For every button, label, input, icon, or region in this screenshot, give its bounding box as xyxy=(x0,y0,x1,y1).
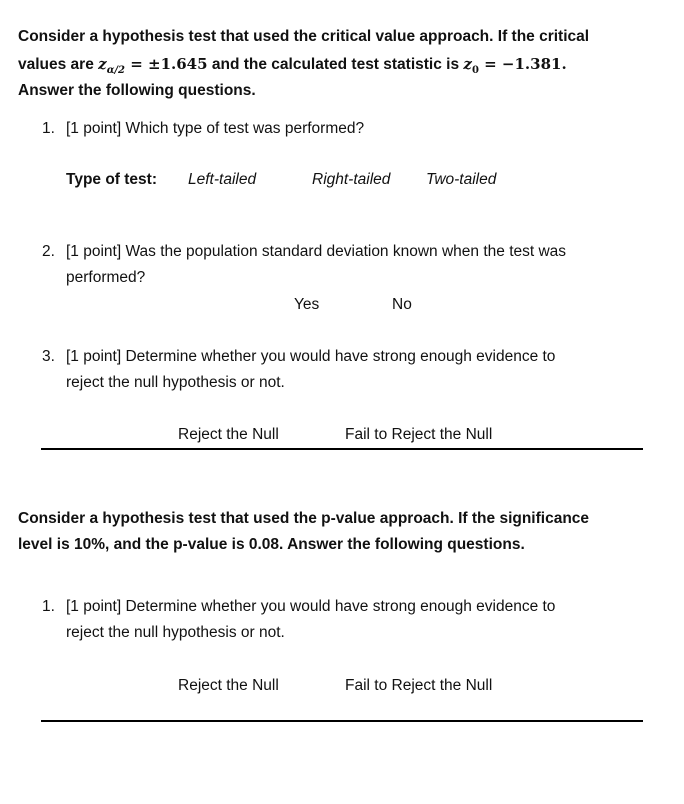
q2-number: 2. xyxy=(42,243,55,260)
section2-intro-line2: level is 10%, and the p-value is 0.08. Answer the following questions. xyxy=(18,536,525,553)
option-two-tailed[interactable]: Two-tailed xyxy=(426,171,497,188)
q2-text-line2: performed? xyxy=(66,269,146,286)
q1-text: [1 point] Which type of test was performed? xyxy=(66,120,365,137)
option-no[interactable]: No xyxy=(392,296,412,313)
q2-text-line1: [1 point] Was the population standard deviation known when the test was xyxy=(66,243,567,260)
option-right-tailed[interactable]: Right-tailed xyxy=(312,171,391,188)
q3-text-line2: reject the null hypothesis or not. xyxy=(66,374,285,391)
section2-divider xyxy=(41,720,643,722)
s2-q1-number: 1. xyxy=(42,598,55,615)
section1-intro-line3: Answer the following questions. xyxy=(18,82,256,99)
q3-text-line1: [1 point] Determine whether you would have strong enough evidence to xyxy=(66,348,556,365)
option-left-tailed[interactable]: Left-tailed xyxy=(188,171,257,188)
s2-q1-text-line2: reject the null hypothesis or not. xyxy=(66,624,285,641)
section1-divider xyxy=(41,448,643,450)
option-fail-to-reject-null[interactable]: Fail to Reject the Null xyxy=(345,426,493,443)
s2-option-reject-null[interactable]: Reject the Null xyxy=(178,677,279,694)
q3-number: 3. xyxy=(42,348,55,365)
s2-q1-text-line1: [1 point] Determine whether you would have strong enough evidence to xyxy=(66,598,556,615)
section1-intro-line1: Consider a hypothesis test that used the critical value approach. If the critical xyxy=(18,28,590,45)
z-critical-math: $z_{\alpha/2} = \pm 1.645$ xyxy=(98,55,208,76)
s2-option-fail-to-reject-null[interactable]: Fail to Reject the Null xyxy=(345,677,493,694)
z-statistic-math: $z_0 = -1.381$. xyxy=(463,55,567,76)
section1-intro-line2: values are $z_{\alpha/2} = \pm 1.645$ and the calculated test statistic is $z_0 = -1.381$. xyxy=(18,55,567,76)
section2-intro-line1: Consider a hypothesis test that used the p-value approach. If the significance xyxy=(18,510,590,527)
option-reject-null[interactable]: Reject the Null xyxy=(178,426,279,443)
type-of-test-label: Type of test: xyxy=(66,171,157,188)
option-yes[interactable]: Yes xyxy=(294,296,320,313)
q1-number: 1. xyxy=(42,120,55,137)
